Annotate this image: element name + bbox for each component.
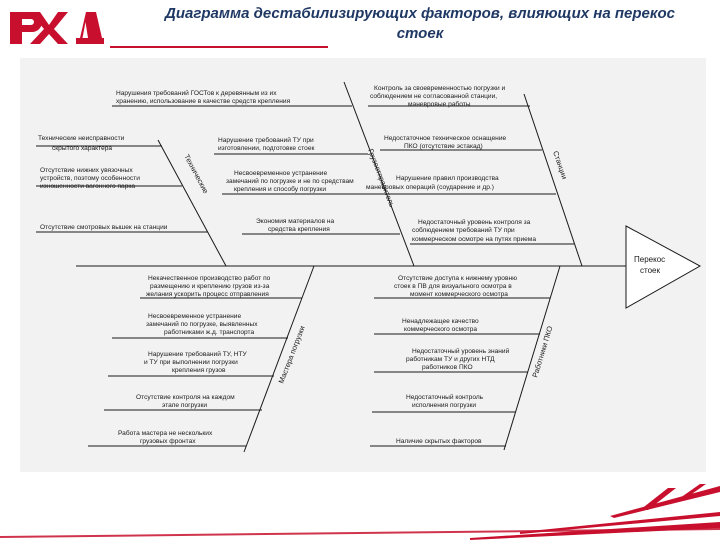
cause-lm-3b: и ТУ при выполнении погрузки — [144, 359, 238, 366]
cause-pko-3a: Недостаточный уровень знаний — [412, 348, 510, 355]
cause-gs-3a: Несвоевременное устранение — [234, 170, 328, 177]
cause-pko-4a: Недостаточный контроль — [406, 394, 484, 401]
cause-tech-2b: устройств, поэтому особенности — [40, 175, 140, 182]
cause-st-1c: маневровые работы — [408, 101, 471, 108]
effect-label-1: Перекос — [634, 255, 666, 264]
cause-pko-1a: Отсутствие доступа к нижнему уровню — [398, 275, 518, 282]
cause-pko-5: Наличие скрытых факторов — [396, 438, 482, 445]
cause-lm-1c: желания ускорить процесс отправления — [146, 291, 269, 298]
cause-gs-4b: средства крепления — [268, 226, 330, 233]
category-technical: Технические — [182, 152, 211, 195]
effect-box — [626, 226, 700, 308]
cause-lm-2b: замечаний по погрузке, выявленных — [146, 321, 258, 328]
cause-lm-3a: Нарушение требований ТУ, НТУ — [148, 351, 247, 358]
cause-st-2a: Недостаточное техническое оснащение — [384, 135, 507, 142]
cause-tech-2c: изношенности вагонного парка — [40, 183, 136, 190]
cause-pko-2b: коммерческого осмотра — [404, 326, 478, 333]
cause-lm-2c: работниками ж.д. транспорта — [164, 329, 255, 336]
cause-gs-3b: замечаний по погрузке и не по средствам — [226, 178, 354, 185]
title-line-1: Диаграмма дестабилизирующих факторов, влияющих на перекос — [165, 5, 675, 22]
cause-gs-1a: Нарушения требований ГОСТов к деревянным из их — [116, 90, 277, 97]
title-line-2: стоек — [396, 25, 444, 42]
cause-st-3b: маневровых операций (соударение и др.) — [366, 184, 494, 191]
cause-st-1a: Контроль за своевременностью погрузки и — [374, 85, 506, 92]
cause-pko-3b: работникам ТУ и других НТД — [406, 356, 495, 363]
cause-tech-3: Отсутствие смотровых вышек на станции — [40, 224, 168, 231]
cause-lm-2a: Несвоевременное устранение — [148, 313, 242, 320]
cause-tech-1a: Технические неисправности — [38, 135, 125, 142]
cause-pko-2a: Ненадлежащее качество — [402, 318, 479, 325]
cause-gs-3c: крепления и способу погрузки — [234, 186, 327, 193]
cause-gs-4a: Экономия материалов на — [256, 218, 335, 225]
cause-lm-1b: размещению и креплению грузов из-за — [150, 283, 270, 290]
footer-stripes — [0, 476, 720, 540]
cause-lm-5a: Работа мастера не нескольких — [118, 430, 213, 437]
cause-pko-3c: работников ПКО — [422, 364, 473, 371]
cause-pko-1c: момент коммерческого осмотра — [410, 291, 508, 298]
cause-lm-3c: крепления грузов — [172, 367, 226, 374]
cause-lm-4a: Отсутствие контроля на каждом — [136, 394, 235, 401]
cause-lm-4b: этапе погрузки — [162, 402, 208, 409]
bone-pko — [504, 266, 560, 450]
category-cargo-sender: Грузоотправитель — [366, 147, 397, 209]
cause-gs-2a: Нарушение требований ТУ при — [218, 137, 314, 144]
cause-pko-4b: исполнения погрузки — [412, 402, 477, 409]
cause-st-2b: ПКО (отсутствие эстакад) — [404, 143, 483, 150]
cause-pko-1b: стоек в ПВ для визуального осмотра в — [394, 283, 512, 290]
cause-st-4b: соблюдением требований ТУ при — [412, 227, 515, 234]
cause-lm-5b: грузовых фронтах — [140, 438, 196, 445]
category-stations: Станции — [551, 149, 570, 181]
category-loading-masters: Мастера погрузки — [276, 324, 307, 385]
cause-tech-1b: скрытого характера — [52, 145, 113, 152]
cause-tech-2a: Отсутствие нижних увязочных — [40, 167, 133, 174]
cause-gs-2b: изготовлении, подготовке стоек — [218, 145, 315, 152]
category-pko: Работники ПКО — [530, 325, 555, 379]
cause-st-1b: соблюдением не согласованной станции, — [370, 93, 498, 100]
cause-gs-1b: хранению, использование в качестве средств крепления — [116, 98, 291, 105]
cause-st-4a: Недостаточный уровень контроля за — [418, 219, 531, 226]
cause-st-3a: Нарушение правил производства — [396, 175, 499, 182]
effect-label-2: стоек — [640, 266, 660, 275]
cause-st-4c: коммерческом осмотре на путях приема — [412, 236, 536, 243]
cause-lm-1a: Некачественное производство работ по — [148, 275, 271, 282]
